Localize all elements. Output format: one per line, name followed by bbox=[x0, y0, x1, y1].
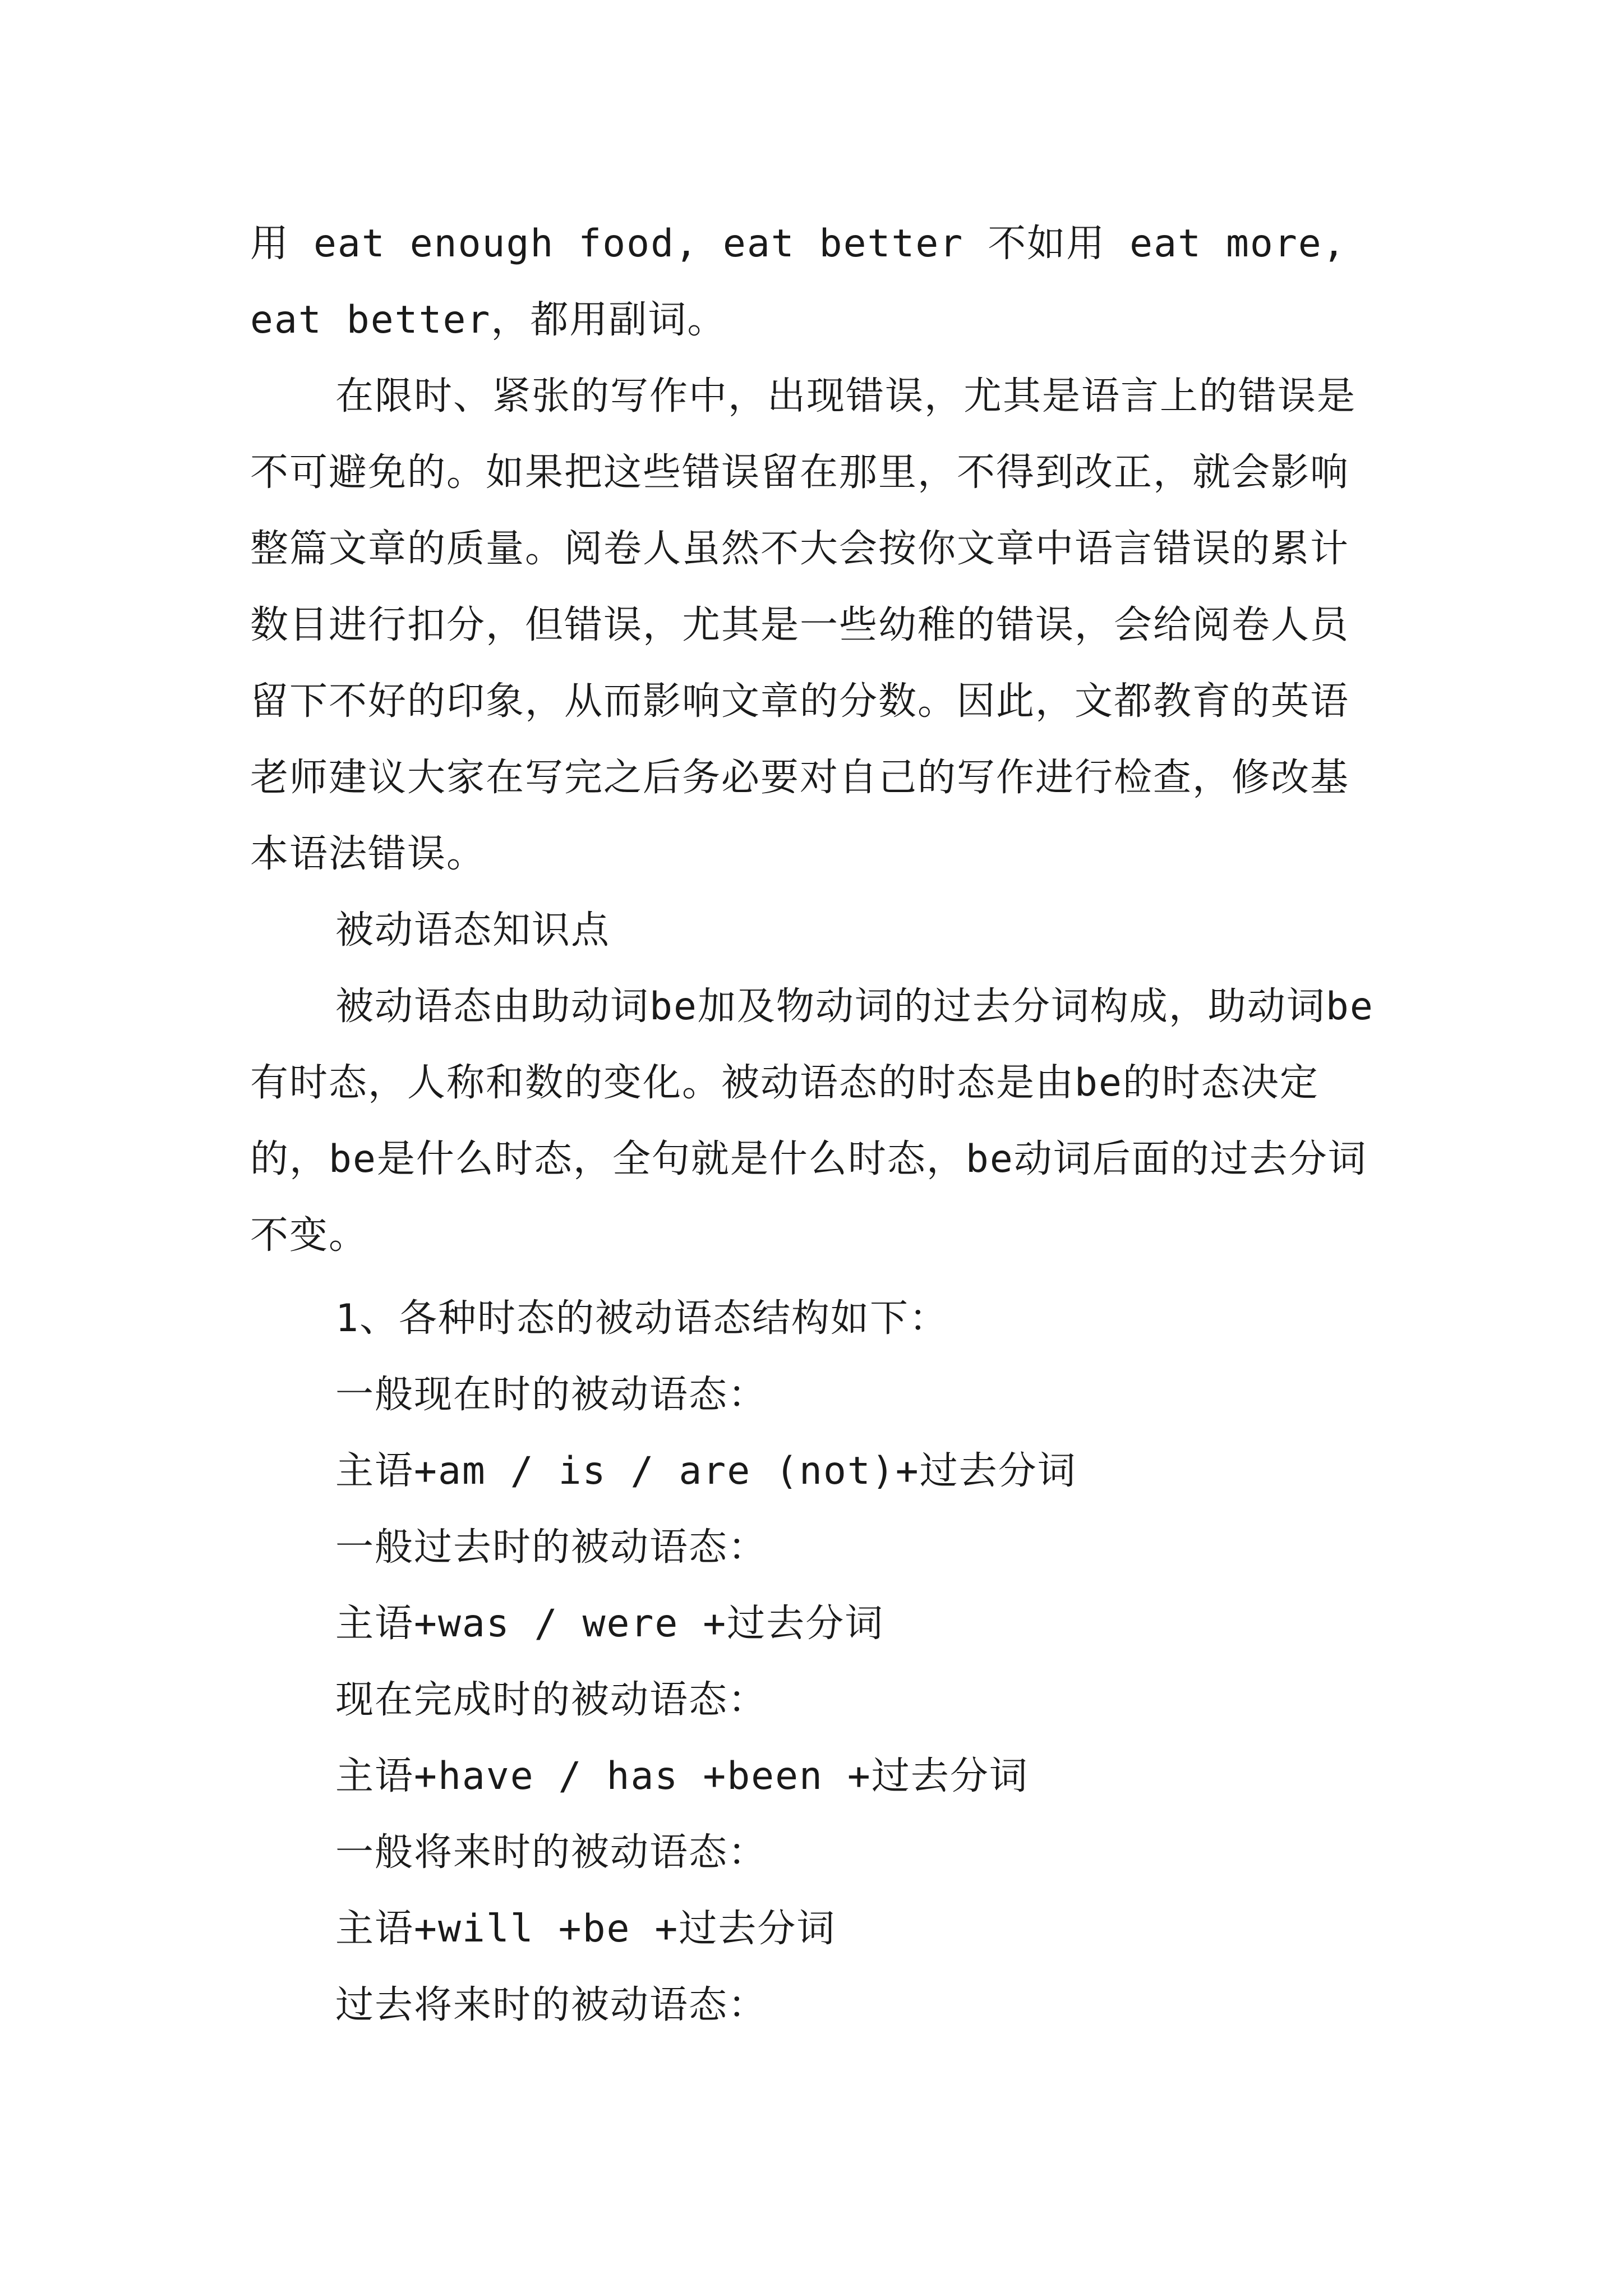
list-heading-tense-structures: 1、各种时态的被动语态结构如下： bbox=[335, 1296, 948, 1341]
tense-label-simple-present: 一般现在时的被动语态： bbox=[335, 1373, 768, 1417]
section-heading-passive-voice: 被动语态知识点 bbox=[335, 908, 611, 953]
paragraph-passive-definition: 被动语态由助动词be加及物动词的过去分词构成，助动词be有时态，人称和数的变化。被动语态的时态是由be的时态决定的，be是什么时态，全句就是什么时态，be动词后面的过去分词不变。 bbox=[250, 984, 1374, 1258]
tense-label-simple-past: 一般过去时的被动语态： bbox=[335, 1525, 768, 1570]
tense-label-present-perfect: 现在完成时的被动语态： bbox=[335, 1678, 768, 1722]
tense-formula-simple-past: 主语+was / were +过去分词 bbox=[335, 1602, 884, 1646]
tense-formula-simple-future: 主语+will +be +过去分词 bbox=[335, 1907, 836, 1951]
paragraph-error-checking: 在限时、紧张的写作中，出现错误，尤其是语言上的错误是不可避免的。如果把这些错误留在那里，不得到改正，就会影响整篇文章的质量。阅卷人虽然不大会按你文章中语言错误的累计数目进行扣分，但错误，尤其是一些幼稚的错误，会给阅卷人员留下不好的印象，从而影响文章的分数。因此，文都教育的英语老师建议大家在写完之后务必要对自己的写作进行检查，修改基本语法错误。 bbox=[250, 374, 1357, 876]
tense-label-simple-future: 一般将来时的被动语态： bbox=[335, 1830, 768, 1875]
tense-label-future-in-past: 过去将来时的被动语态： bbox=[335, 1983, 768, 2027]
paragraph-adverb-usage: 用 eat enough food, eat better 不如用 eat more, eat better，都用副词。 bbox=[250, 222, 1347, 342]
document-body bbox=[250, 206, 1377, 2044]
tense-formula-simple-present: 主语+am / is / are (not)+过去分词 bbox=[335, 1449, 1077, 1493]
tense-formula-present-perfect: 主语+have / has +been +过去分词 bbox=[335, 1754, 1029, 1798]
